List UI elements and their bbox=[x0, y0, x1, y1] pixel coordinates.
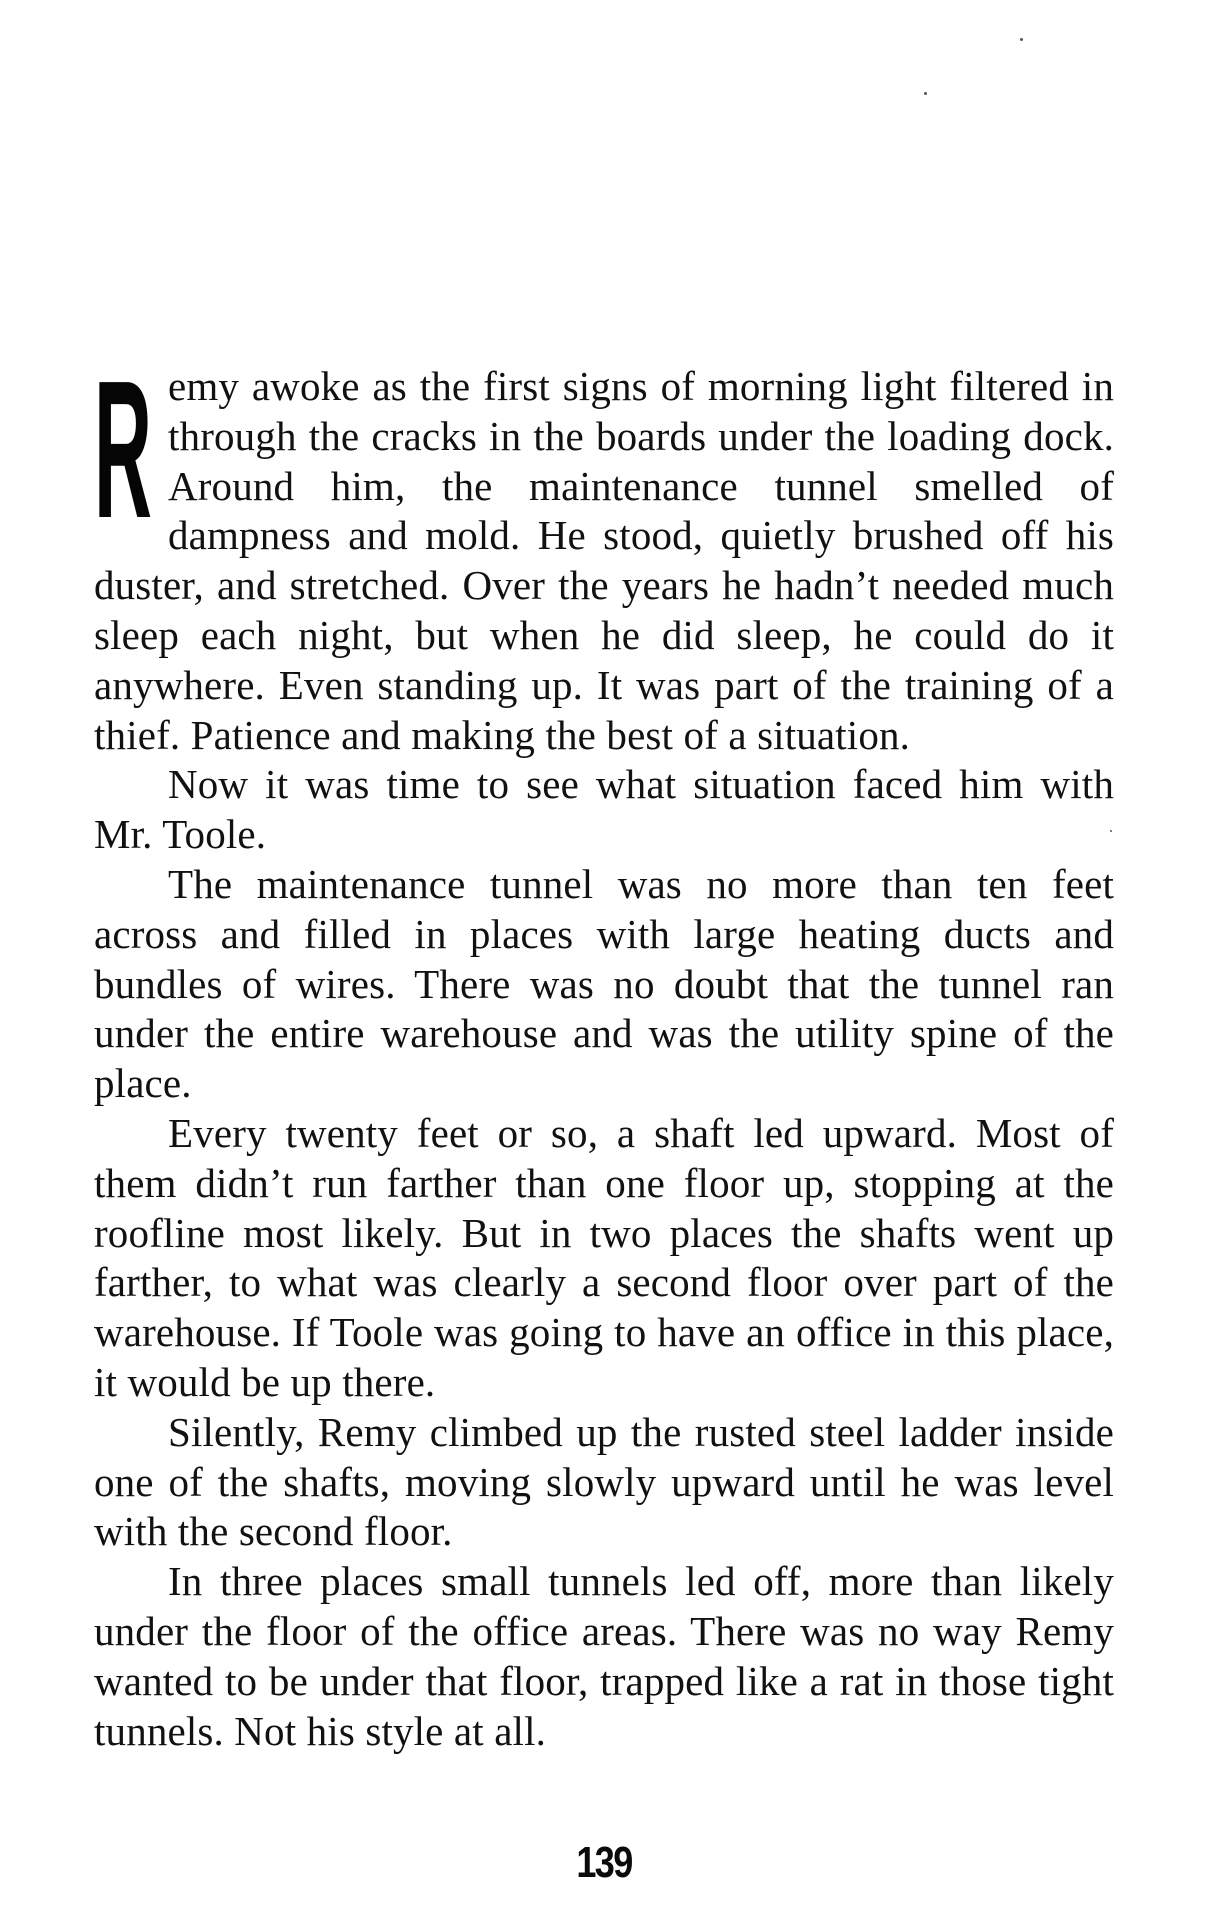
paragraph-1 bbox=[94, 340, 1114, 760]
body-text bbox=[94, 340, 1114, 1756]
scan-speck bbox=[1020, 38, 1023, 41]
paragraph-2: Now it was time to see what situation faced him with Mr. Toole. bbox=[94, 761, 1114, 858]
drop-cap bbox=[94, 340, 152, 559]
paragraph-4: Every twenty feet or so, a shaft led upward. Most of them didn’t run farther than one floor up, stopping at the roofline most likely. But in two places the shafts went up farther, to what was clearly a second floor over part of the warehouse. If Toole was going to have an office in this place, it would be up there. bbox=[94, 1109, 1114, 1405]
drop-cap-letter: R bbox=[94, 340, 152, 559]
page-number: 139 bbox=[576, 1838, 632, 1887]
scan-speck bbox=[924, 92, 927, 95]
paragraph-3: The maintenance tunnel was no more than ten feet across and filled in places with large heating ducts and bundles of wires. There was no doubt that the tunnel ran under the entire warehouse and was the utility spine of the place. bbox=[94, 860, 1114, 1107]
drop-cap-glyph bbox=[94, 340, 152, 559]
paragraph-5: Silently, Remy climbed up the rusted steel ladder inside one of the shafts, moving slowly upward until he was level with the second floor. bbox=[94, 1408, 1114, 1555]
paragraph-1-text: emy awoke as the first signs of morning light filtered in through the cracks in the boards under the loading dock. Around him, the maintenance tunnel smelled of dampness and mold. He stood, quietly brushed off his duster, and stretched. Over the years he hadn’t needed much sleep each night, but when he did sleep, he could do it anywhere. Even standing up. It was part of the training of a thief. Patience and making the best of a situation. bbox=[94, 363, 1114, 758]
paragraph-6: In three places small tunnels led off, more than likely under the floor of the office areas. There was no way Remy wanted to be under that floor, trapped like a rat in those tight tunnels. Not his style at all. bbox=[94, 1558, 1114, 1754]
